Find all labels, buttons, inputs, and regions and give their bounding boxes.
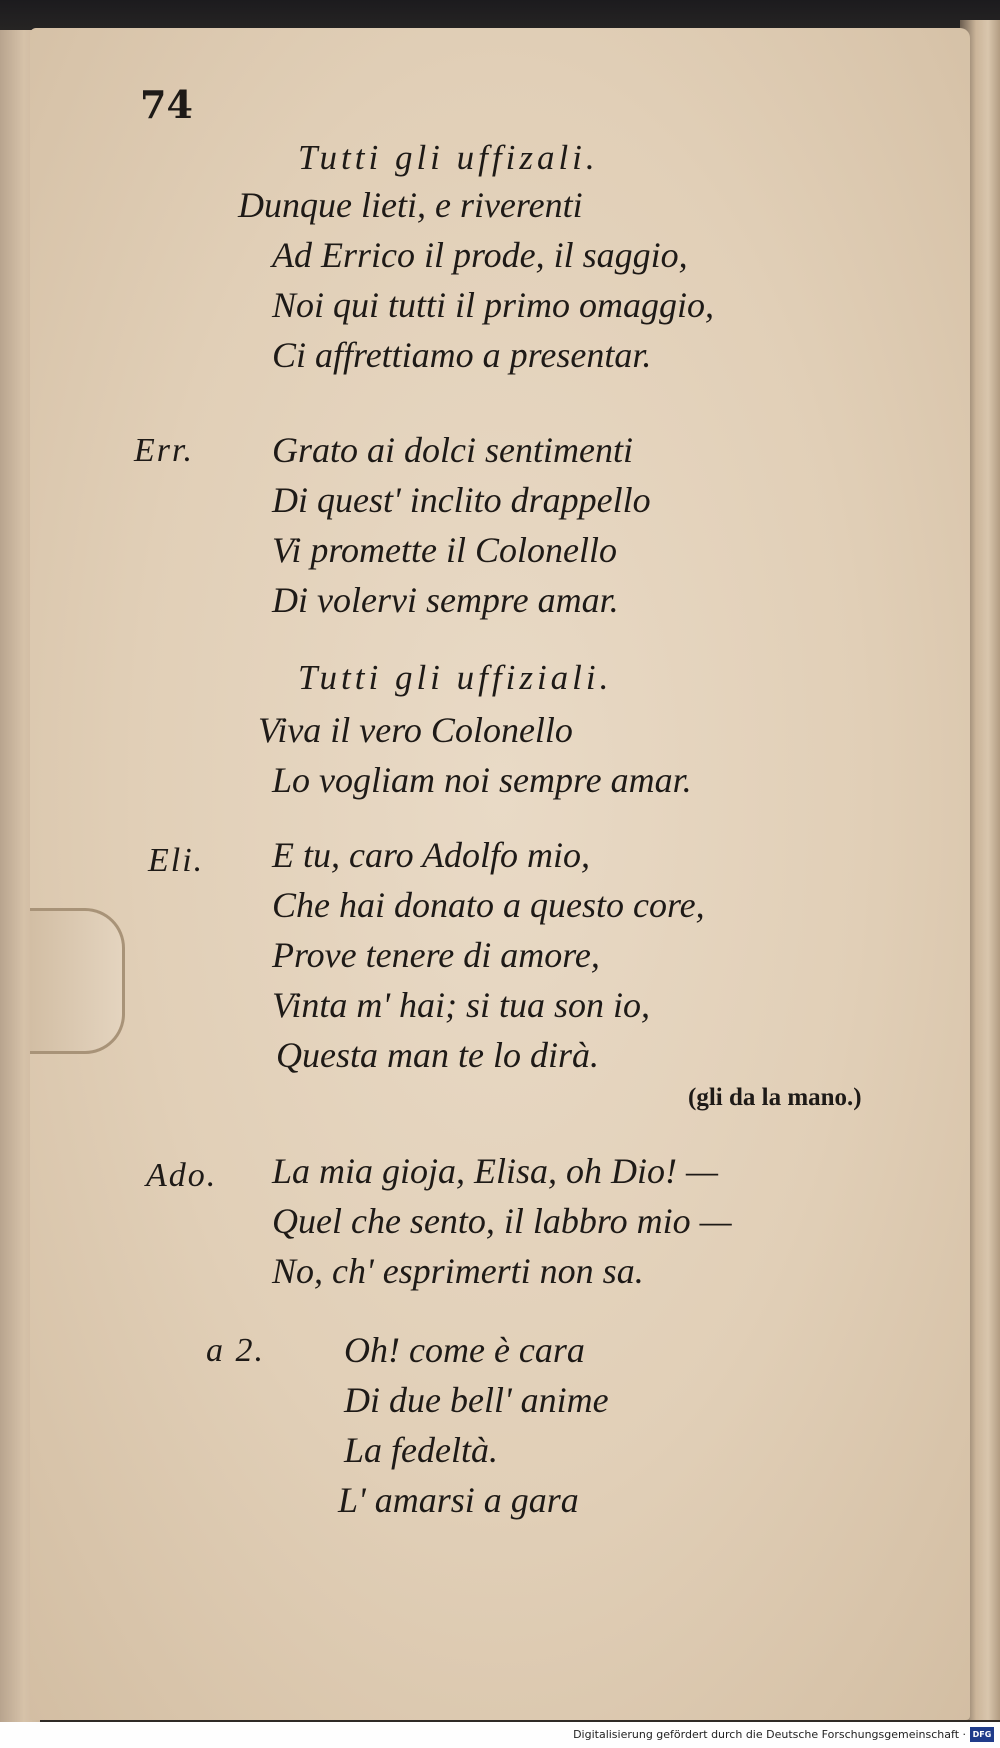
verse-line: Che hai donato a questo core, bbox=[272, 885, 705, 925]
heading-tutti-gli-uffiziali: Tutti gli uffiziali. bbox=[298, 658, 613, 697]
verse-line: Di due bell' anime bbox=[344, 1380, 609, 1420]
verse-line: L' amarsi a gara bbox=[338, 1480, 579, 1520]
stage-direction: (gli da la mano.) bbox=[688, 1084, 862, 1111]
verse-line: Di volervi sempre amar. bbox=[272, 580, 619, 620]
verse-line: Viva il vero Colonello bbox=[258, 710, 573, 750]
verse-line: Lo vogliam noi sempre amar. bbox=[272, 760, 692, 800]
verse-line: Ad Errico il prode, il saggio, bbox=[272, 235, 688, 275]
verse-line: Questa man te lo dirà. bbox=[276, 1035, 599, 1075]
speaker-ado: Ado. bbox=[146, 1157, 218, 1194]
verse-line: La mia gioja, Elisa, oh Dio! — bbox=[272, 1151, 719, 1191]
verse-line: Grato ai dolci sentimenti bbox=[272, 430, 633, 470]
speaker-err: Err. bbox=[134, 432, 194, 469]
verse-line: Quel che sento, il labbro mio — bbox=[272, 1201, 732, 1241]
page-clip-tab bbox=[30, 908, 125, 1054]
verse-line: Oh! come è cara bbox=[344, 1330, 585, 1370]
verse-line: Ci affrettiamo a presentar. bbox=[272, 335, 652, 375]
speaker-eli: Eli. bbox=[148, 842, 205, 879]
footer-credit: Digitalisierung gefördert durch die Deutsche Forschungsgemeinschaft · bbox=[573, 1728, 966, 1741]
verse-line: No, ch' esprimerti non sa. bbox=[272, 1251, 644, 1291]
verse-line: La fedeltà. bbox=[344, 1430, 498, 1470]
verse-line: Dunque lieti, e riverenti bbox=[238, 185, 583, 225]
verse-line: Prove tenere di amore, bbox=[272, 935, 600, 975]
heading-tutti-gli-uffizali: Tutti gli uffizali. bbox=[298, 138, 599, 177]
speaker-a2: a 2. bbox=[206, 1332, 265, 1369]
verse-line: E tu, caro Adolfo mio, bbox=[272, 835, 590, 875]
verse-line: Vi promette il Colonello bbox=[272, 530, 617, 570]
dfg-logo: DFG bbox=[970, 1727, 994, 1742]
verse-line: Noi qui tutti il primo omaggio, bbox=[272, 285, 715, 325]
page-number: 74 bbox=[140, 82, 193, 127]
verse-line: Di quest' inclito drappello bbox=[272, 480, 651, 520]
verse-line: Vinta m' hai; si tua son io, bbox=[272, 985, 651, 1025]
